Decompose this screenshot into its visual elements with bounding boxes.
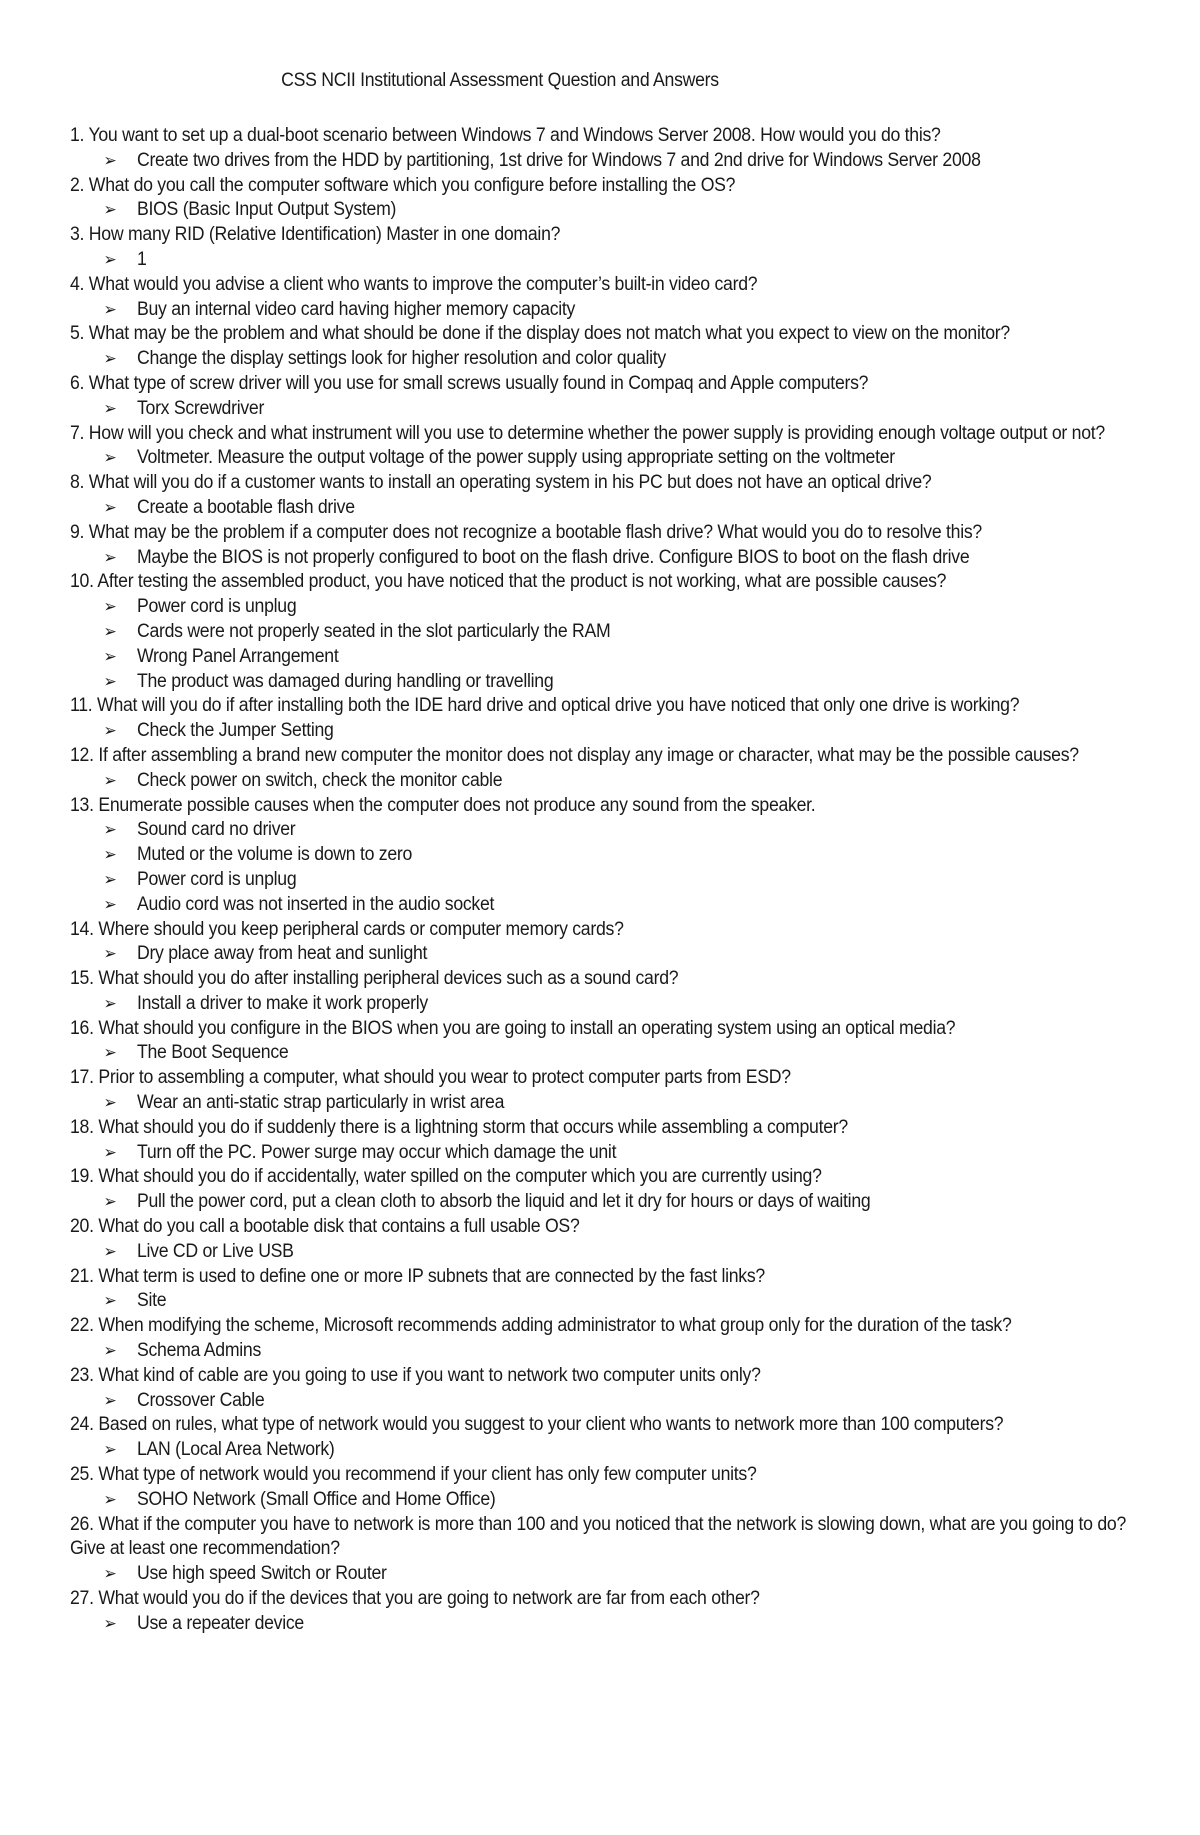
answer-item <box>70 1389 1065 1414</box>
answer-list <box>70 1041 1140 1066</box>
arrow-bullet-icon: ➢ <box>103 448 117 468</box>
answer-item <box>70 1190 1065 1215</box>
arrow-bullet-icon: ➢ <box>103 1192 117 1212</box>
question-item <box>70 1513 1140 1587</box>
arrow-bullet-icon: ➢ <box>103 1489 117 1509</box>
answer-item <box>70 496 1065 521</box>
answer-item <box>70 397 1065 422</box>
answer-list <box>70 1488 1140 1513</box>
answer-item <box>70 1289 1065 1314</box>
answer-list <box>70 446 1140 471</box>
answer-text: The Boot Sequence <box>136 1042 289 1064</box>
question-text: 25. What type of network would you recommend if your client has only few computer units? <box>70 1464 757 1486</box>
answer-list <box>70 397 1140 422</box>
answer-text: Create a bootable flash drive <box>136 496 355 518</box>
answer-text: The product was damaged during handling or travelling <box>136 670 554 692</box>
answer-list <box>70 1438 1140 1463</box>
question-text: 27. What would you do if the devices that you are going to network are far from each other? <box>70 1588 760 1610</box>
arrow-bullet-icon: ➢ <box>103 845 117 865</box>
answer-item <box>70 843 1065 868</box>
arrow-bullet-icon: ➢ <box>103 497 117 517</box>
question-text: 19. What should you do if accidentally, water spilled on the computer which you are currently using? <box>70 1166 822 1188</box>
answer-list <box>70 198 1140 223</box>
answer-list <box>70 1612 1140 1637</box>
answer-item <box>70 1041 1065 1066</box>
answer-item <box>70 298 1065 323</box>
question-text: 5. What may be the problem and what should be done if the display does not match what you expect to view on the monitor? <box>70 323 1010 345</box>
answer-text: Torx Screwdriver <box>136 397 265 419</box>
question-item <box>70 694 1140 744</box>
answer-text: Site <box>136 1290 167 1312</box>
answer-text: Power cord is unplug <box>136 868 297 890</box>
question-text: 21. What term is used to define one or more IP subnets that are connected by the fast links? <box>70 1265 765 1287</box>
question-item <box>70 372 1140 422</box>
question-text: 16. What should you configure in the BIOS when you are going to install an operating system using an optical media? <box>70 1017 956 1039</box>
arrow-bullet-icon: ➢ <box>103 820 117 840</box>
question-item <box>70 1017 1140 1067</box>
answer-item <box>70 1141 1065 1166</box>
arrow-bullet-icon: ➢ <box>103 299 117 319</box>
arrow-bullet-icon: ➢ <box>103 547 117 567</box>
answer-text: Turn off the PC. Power surge may occur which damage the unit <box>136 1141 617 1163</box>
question-text: 2. What do you call the computer software which you configure before installing the OS? <box>70 174 736 196</box>
question-item <box>70 1066 1140 1116</box>
arrow-bullet-icon: ➢ <box>103 1291 117 1311</box>
answer-text: Schema Admins <box>136 1340 262 1362</box>
question-item <box>70 322 1140 372</box>
arrow-bullet-icon: ➢ <box>103 671 117 691</box>
answer-item <box>70 992 1065 1017</box>
question-item <box>70 471 1140 521</box>
arrow-bullet-icon: ➢ <box>103 993 117 1013</box>
answer-item <box>70 670 1065 695</box>
question-item <box>70 1413 1140 1463</box>
document-title: CSS NCII Institutional Assessment Question and Answers <box>281 70 719 91</box>
answer-text: Change the display settings look for higher resolution and color quality <box>136 348 666 370</box>
answer-list <box>70 347 1140 372</box>
answer-item <box>70 1339 1065 1364</box>
answer-item <box>70 893 1065 918</box>
answer-text: Check the Jumper Setting <box>136 720 334 742</box>
answer-text: Use high speed Switch or Router <box>136 1563 387 1585</box>
answer-text: Check power on switch, check the monitor cable <box>136 769 503 791</box>
arrow-bullet-icon: ➢ <box>103 1093 117 1113</box>
question-item <box>70 1314 1140 1364</box>
answer-item <box>70 1612 1065 1637</box>
answer-item <box>70 868 1065 893</box>
answer-text: Cards were not properly seated in the slot particularly the RAM <box>136 620 611 642</box>
arrow-bullet-icon: ➢ <box>103 597 117 617</box>
answer-list <box>70 1339 1140 1364</box>
answer-text: Use a repeater device <box>136 1612 304 1634</box>
arrow-bullet-icon: ➢ <box>103 349 117 369</box>
answer-list <box>70 818 1140 917</box>
answer-list <box>70 496 1140 521</box>
question-item <box>70 1463 1140 1513</box>
question-text: 14. Where should you keep peripheral cards or computer memory cards? <box>70 918 624 940</box>
question-item <box>70 1116 1140 1166</box>
answer-text: Dry place away from heat and sunlight <box>136 943 428 965</box>
answer-item <box>70 620 1065 645</box>
arrow-bullet-icon: ➢ <box>103 1241 117 1261</box>
answer-item <box>70 1562 1065 1587</box>
answer-text: Pull the power cord, put a clean cloth to absorb the liquid and let it dry for hours or days of waiting <box>136 1191 871 1213</box>
arrow-bullet-icon: ➢ <box>103 646 117 666</box>
question-text: 15. What should you do after installing peripheral devices such as a sound card? <box>70 968 679 990</box>
question-item <box>70 521 1140 571</box>
arrow-bullet-icon: ➢ <box>103 200 117 220</box>
question-text: 12. If after assembling a brand new computer the monitor does not display any image or character, what may be the possible causes? <box>70 744 1079 766</box>
question-text: 7. How will you check and what instrument will you use to determine whether the power supply is providing enough voltage output or not? <box>70 422 1105 444</box>
answer-item <box>70 1488 1065 1513</box>
question-text: 23. What kind of cable are you going to use if you want to network two computer units only? <box>70 1364 761 1386</box>
question-item <box>70 422 1140 472</box>
answer-item <box>70 595 1065 620</box>
answer-text: Create two drives from the HDD by partitioning, 1st drive for Windows 7 and 2nd drive for Windows Server 2008 <box>136 149 981 171</box>
question-item <box>70 918 1140 968</box>
answer-list <box>70 942 1140 967</box>
arrow-bullet-icon: ➢ <box>103 1390 117 1410</box>
answer-item <box>70 1240 1065 1265</box>
question-text: 22. When modifying the scheme, Microsoft recommends adding administrator to what group only for the duration of the task? <box>70 1315 1012 1337</box>
answer-text: Voltmeter. Measure the output voltage of the power supply using appropriate setting on the voltmeter <box>136 447 895 469</box>
answer-item <box>70 446 1065 471</box>
answer-list <box>70 1141 1140 1166</box>
arrow-bullet-icon: ➢ <box>103 249 117 269</box>
question-item <box>70 1165 1140 1215</box>
arrow-bullet-icon: ➢ <box>103 1043 117 1063</box>
answer-item <box>70 1438 1065 1463</box>
arrow-bullet-icon: ➢ <box>103 1341 117 1361</box>
answer-list <box>70 1562 1140 1587</box>
answer-list <box>70 149 1140 174</box>
arrow-bullet-icon: ➢ <box>103 869 117 889</box>
question-text: 3. How many RID (Relative Identification) Master in one domain? <box>70 224 561 246</box>
answer-list <box>70 1240 1140 1265</box>
question-text: 1. You want to set up a dual-boot scenario between Windows 7 and Windows Server 2008. How would you do this? <box>70 125 941 146</box>
question-text: 13. Enumerate possible causes when the computer does not produce any sound from the speaker. <box>70 794 816 816</box>
answer-item <box>70 645 1065 670</box>
question-text: 9. What may be the problem if a computer does not recognize a bootable flash drive? What would you do to resolve this? <box>70 521 982 543</box>
answer-text: Live CD or Live USB <box>136 1240 294 1262</box>
answer-item <box>70 1091 1065 1116</box>
answer-text: Audio cord was not inserted in the audio socket <box>136 893 495 915</box>
arrow-bullet-icon: ➢ <box>103 1440 117 1460</box>
question-item <box>70 124 1140 174</box>
question-text: 18. What should you do if suddenly there is a lightning storm that occurs while assembling a computer? <box>70 1116 848 1138</box>
answer-text: SOHO Network (Small Office and Home Office) <box>136 1488 496 1510</box>
question-item <box>70 223 1140 273</box>
question-item <box>70 570 1140 694</box>
answer-list <box>70 719 1140 744</box>
answer-text: Wear an anti-static strap particularly in wrist area <box>136 1092 505 1114</box>
question-text: 20. What do you call a bootable disk that contains a full usable OS? <box>70 1216 580 1238</box>
question-item <box>70 967 1140 1017</box>
answer-list <box>70 546 1140 571</box>
arrow-bullet-icon: ➢ <box>103 1142 117 1162</box>
question-item <box>70 1215 1140 1265</box>
answer-list <box>70 992 1140 1017</box>
question-text: 26. What if the computer you have to network is more than 100 and you noticed that the network is slowing down, what are you going to do? Give at least one recommendation? <box>70 1513 1127 1560</box>
answer-list <box>70 1389 1140 1414</box>
answer-list <box>70 1091 1140 1116</box>
question-text: 8. What will you do if a customer wants to install an operating system in his PC but does not have an optical drive? <box>70 472 932 494</box>
question-item <box>70 744 1140 794</box>
answer-item <box>70 818 1065 843</box>
question-answer-list <box>70 124 1140 1637</box>
question-item <box>70 1364 1140 1414</box>
answer-text: Maybe the BIOS is not properly configured to boot on the flash drive. Configure BIOS to boot on the flash drive <box>136 546 970 568</box>
question-item <box>70 794 1140 918</box>
answer-text: BIOS (Basic Input Output System) <box>136 199 397 221</box>
question-text: 4. What would you advise a client who wants to improve the computer’s built-in video card? <box>70 273 758 295</box>
answer-text: Muted or the volume is down to zero <box>136 844 413 866</box>
answer-text: Buy an internal video card having higher memory capacity <box>136 298 576 320</box>
answer-item <box>70 942 1065 967</box>
answer-item <box>70 719 1065 744</box>
question-text: 10. After testing the assembled product, you have noticed that the product is not working, what are possible causes? <box>70 571 947 593</box>
question-text: 11. What will you do if after installing both the IDE hard drive and optical drive you have noticed that only one drive is working? <box>70 695 1020 717</box>
question-item <box>70 174 1140 224</box>
arrow-bullet-icon: ➢ <box>103 770 117 790</box>
answer-text: LAN (Local Area Network) <box>136 1439 335 1461</box>
arrow-bullet-icon: ➢ <box>103 398 117 418</box>
question-item <box>70 1265 1140 1315</box>
answer-list <box>70 1190 1140 1215</box>
answer-text: Sound card no driver <box>136 819 296 841</box>
answer-item <box>70 149 1065 174</box>
answer-list <box>70 769 1140 794</box>
answer-text: Power cord is unplug <box>136 596 297 618</box>
arrow-bullet-icon: ➢ <box>103 621 117 641</box>
answer-text: Install a driver to make it work properly <box>136 992 428 1014</box>
answer-list <box>70 1289 1140 1314</box>
answer-list <box>70 298 1140 323</box>
question-text: 17. Prior to assembling a computer, what should you wear to protect computer parts from ESD? <box>70 1067 791 1089</box>
question-item <box>70 273 1140 323</box>
answer-text: Wrong Panel Arrangement <box>136 645 339 667</box>
answer-list <box>70 248 1140 273</box>
question-text: 6. What type of screw driver will you use for small screws usually found in Compaq and Apple computers? <box>70 372 869 394</box>
answer-item <box>70 248 1065 273</box>
arrow-bullet-icon: ➢ <box>103 721 117 741</box>
answer-text: 1 <box>136 248 147 270</box>
arrow-bullet-icon: ➢ <box>103 1564 117 1584</box>
answer-text: Crossover Cable <box>136 1389 265 1411</box>
answer-item <box>70 347 1065 372</box>
answer-list <box>70 595 1140 694</box>
answer-item <box>70 769 1065 794</box>
arrow-bullet-icon: ➢ <box>103 944 117 964</box>
question-item <box>70 1587 1140 1637</box>
arrow-bullet-icon: ➢ <box>103 894 117 914</box>
answer-item <box>70 546 1065 571</box>
arrow-bullet-icon: ➢ <box>103 150 117 170</box>
arrow-bullet-icon: ➢ <box>103 1613 117 1633</box>
question-text: 24. Based on rules, what type of network would you suggest to your client who wants to network more than 100 computers? <box>70 1414 1004 1436</box>
answer-item <box>70 198 1065 223</box>
